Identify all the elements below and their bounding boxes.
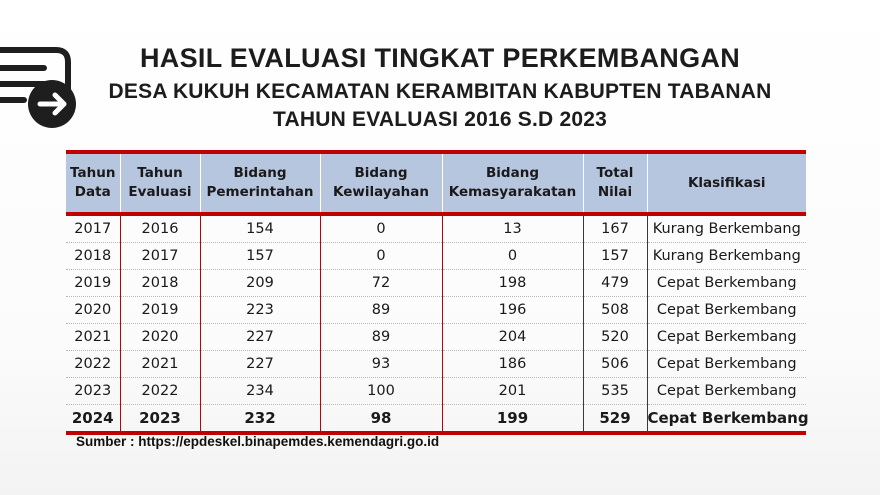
cell-tahun-evaluasi: 2018 [120, 270, 200, 297]
cell-kemasyarakatan: 201 [442, 378, 583, 405]
cell-pemerintahan: 227 [200, 324, 320, 351]
cell-total: 535 [583, 378, 647, 405]
cell-kewilayahan: 89 [320, 297, 442, 324]
cell-kemasyarakatan: 13 [442, 214, 583, 243]
cell-kemasyarakatan: 186 [442, 351, 583, 378]
cell-pemerintahan: 223 [200, 297, 320, 324]
table-row [66, 270, 806, 297]
cell-kemasyarakatan: 198 [442, 270, 583, 297]
cell-tahun-evaluasi: 2016 [120, 214, 200, 243]
cell-klasifikasi: Cepat Berkembang [647, 351, 806, 378]
title-line-1: HASIL EVALUASI TINGKAT PERKEMBANGAN [139, 43, 741, 73]
table-row [66, 324, 806, 351]
cell-tahun-evaluasi: 2019 [120, 297, 200, 324]
table-row [66, 351, 806, 378]
cell-tahun-data: 2020 [66, 297, 120, 324]
cell-tahun-data: 2022 [66, 351, 120, 378]
cell-klasifikasi: Kurang Berkembang [647, 214, 806, 243]
cell-total: 167 [583, 214, 647, 243]
cell-pemerintahan: 209 [200, 270, 320, 297]
cell-pemerintahan: 157 [200, 243, 320, 270]
cell-kemasyarakatan: 196 [442, 297, 583, 324]
cell-total: 520 [583, 324, 647, 351]
table-row [66, 243, 806, 270]
cell-pemerintahan: 154 [200, 214, 320, 243]
cell-tahun-evaluasi: 2023 [120, 405, 200, 434]
cell-kemasyarakatan: 199 [442, 405, 583, 434]
cell-total: 479 [583, 270, 647, 297]
evaluation-table [66, 150, 809, 435]
cell-tahun-data: 2018 [66, 243, 120, 270]
cell-kewilayahan: 0 [320, 214, 442, 243]
cell-klasifikasi: Cepat Berkembang [647, 270, 806, 297]
header-tahun-data: Tahun Data [70, 165, 116, 200]
header-bidang-pemerintahan: Bidang Pemerintahan [200, 152, 320, 214]
cell-kemasyarakatan: 0 [442, 243, 583, 270]
cell-pemerintahan: 232 [200, 405, 320, 434]
cell-kewilayahan: 72 [320, 270, 442, 297]
cell-kewilayahan: 100 [320, 378, 442, 405]
cell-tahun-evaluasi: 2021 [120, 351, 200, 378]
table-row [66, 297, 806, 324]
cell-kewilayahan: 98 [320, 405, 442, 434]
cell-klasifikasi: Cepat Berkembang [647, 297, 806, 324]
header-tahun-evaluasi: Tahun Evaluasi [120, 152, 200, 214]
cell-tahun-data: 2024 [71, 409, 114, 427]
title-line-2: DESA KUKUH KECAMATAN KERAMBITAN KABUPTEN TABANAN [108, 80, 772, 103]
header-klasifikasi: Klasifikasi [647, 152, 806, 214]
cell-klasifikasi: Cepat Berkembang [647, 405, 806, 434]
table-row [66, 378, 806, 405]
cell-tahun-evaluasi: 2020 [120, 324, 200, 351]
cell-klasifikasi: Kurang Berkembang [647, 243, 806, 270]
cell-tahun-data: 2021 [66, 324, 120, 351]
cell-total: 529 [583, 405, 647, 434]
source-note: Sumber : https://epdeskel.binapemdes.kemendagri.go.id [76, 434, 440, 449]
table-row-latest [66, 405, 806, 434]
cell-pemerintahan: 234 [200, 378, 320, 405]
table-header-row [66, 152, 806, 214]
title-line-3: TAHUN EVALUASI 2016 S.D 2023 [273, 108, 607, 131]
header-bidang-kemasyarakatan: Bidang Kemasyarakatan [442, 152, 583, 214]
cell-total: 508 [583, 297, 647, 324]
cell-tahun-data: 2023 [66, 378, 120, 405]
cell-total: 506 [583, 351, 647, 378]
cell-tahun-evaluasi: 2022 [120, 378, 200, 405]
cell-tahun-data: 2017 [66, 214, 120, 243]
table-row [66, 214, 806, 243]
cell-klasifikasi: Cepat Berkembang [647, 378, 806, 405]
cell-klasifikasi: Cepat Berkembang [647, 324, 806, 351]
cell-kemasyarakatan: 204 [442, 324, 583, 351]
header-total-nilai: Total Nilai [583, 152, 647, 214]
cell-tahun-data: 2019 [66, 270, 120, 297]
cell-pemerintahan: 227 [200, 351, 320, 378]
header-bidang-kewilayahan: Bidang Kewilayahan [320, 152, 442, 214]
cell-total: 157 [583, 243, 647, 270]
cell-kewilayahan: 0 [320, 243, 442, 270]
cell-tahun-evaluasi: 2017 [120, 243, 200, 270]
list-arrow-icon [0, 44, 80, 130]
cell-kewilayahan: 89 [320, 324, 442, 351]
cell-kewilayahan: 93 [320, 351, 442, 378]
